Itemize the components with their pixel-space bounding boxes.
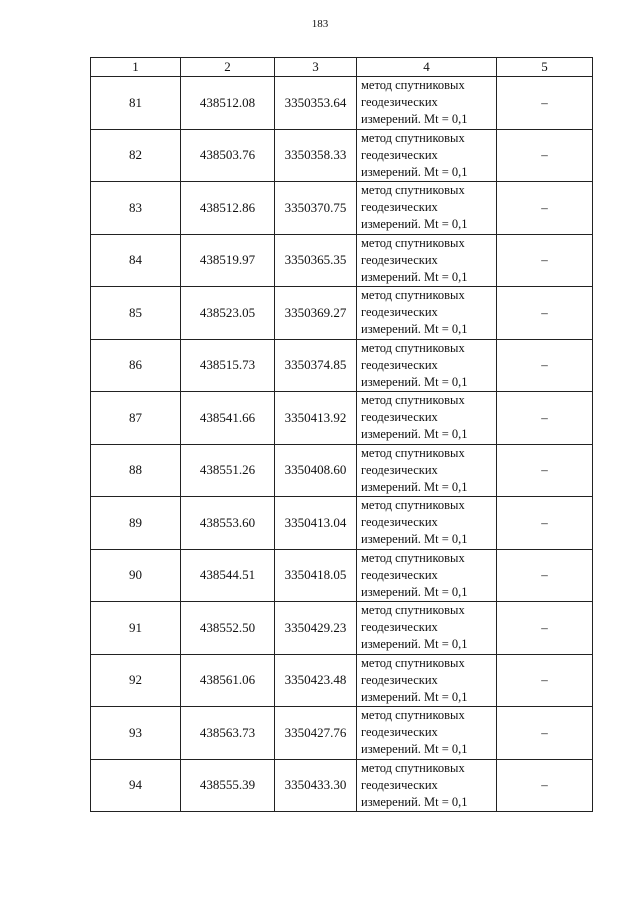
coordinate-y: 3350369.27: [275, 287, 357, 340]
column-header-4: 4: [357, 58, 497, 77]
table-body: [91, 77, 593, 812]
method-line: метод спутниковых: [361, 550, 465, 565]
method-line: геодезических: [361, 305, 438, 320]
method-line: метод спутниковых: [361, 235, 465, 250]
coordinate-y: 3350423.48: [275, 654, 357, 707]
point-number: 90: [91, 549, 181, 602]
method-line: метод спутниковых: [361, 130, 465, 145]
note-cell: –: [497, 549, 593, 602]
coordinate-x: 438552.50: [181, 602, 275, 655]
note-cell: –: [497, 497, 593, 550]
column-header-3: 3: [275, 58, 357, 77]
coordinate-y: 3350429.23: [275, 602, 357, 655]
table-row: [91, 497, 593, 550]
method-line: метод спутниковых: [361, 78, 465, 93]
coordinate-y: 3350413.04: [275, 497, 357, 550]
note-cell: –: [497, 759, 593, 812]
note-cell: –: [497, 129, 593, 182]
table-row: [91, 129, 593, 182]
method-line: измерений. Mt = 0,1: [361, 269, 468, 284]
method-line: геодезических: [361, 462, 438, 477]
method-line: метод спутниковых: [361, 393, 465, 408]
method-line: геодезических: [361, 357, 438, 372]
method-description: [357, 707, 497, 760]
point-number: 83: [91, 182, 181, 235]
table-row: [91, 654, 593, 707]
coordinate-y: 3350408.60: [275, 444, 357, 497]
method-line: метод спутниковых: [361, 183, 465, 198]
method-line: геодезических: [361, 725, 438, 740]
note-cell: –: [497, 707, 593, 760]
note-cell: –: [497, 182, 593, 235]
method-description: [357, 182, 497, 235]
method-description: [357, 549, 497, 602]
table-row: [91, 287, 593, 340]
method-line: метод спутниковых: [361, 655, 465, 670]
point-number: 92: [91, 654, 181, 707]
method-line: геодезических: [361, 95, 438, 110]
note-cell: –: [497, 77, 593, 130]
method-description: [357, 77, 497, 130]
column-header-5: 5: [497, 58, 593, 77]
method-line: геодезических: [361, 567, 438, 582]
coordinate-y: 3350433.30: [275, 759, 357, 812]
method-line: метод спутниковых: [361, 288, 465, 303]
point-number: 93: [91, 707, 181, 760]
point-number: 89: [91, 497, 181, 550]
point-number: 86: [91, 339, 181, 392]
point-number: 84: [91, 234, 181, 287]
table-header-row: [91, 58, 593, 77]
note-cell: –: [497, 287, 593, 340]
coordinate-x: 438551.26: [181, 444, 275, 497]
method-line: метод спутниковых: [361, 498, 465, 513]
method-description: [357, 497, 497, 550]
method-description: [357, 234, 497, 287]
coordinate-x: 438541.66: [181, 392, 275, 445]
method-line: измерений. Mt = 0,1: [361, 532, 468, 547]
method-description: [357, 444, 497, 497]
coordinate-x: 438563.73: [181, 707, 275, 760]
table-row: [91, 339, 593, 392]
coordinates-table: [90, 57, 593, 812]
column-header-1: 1: [91, 58, 181, 77]
method-line: измерений. Mt = 0,1: [361, 217, 468, 232]
method-description: [357, 602, 497, 655]
coordinate-x: 438512.08: [181, 77, 275, 130]
method-line: измерений. Mt = 0,1: [361, 637, 468, 652]
coordinate-x: 438561.06: [181, 654, 275, 707]
method-line: измерений. Mt = 0,1: [361, 164, 468, 179]
coordinate-y: 3350413.92: [275, 392, 357, 445]
method-line: измерений. Mt = 0,1: [361, 427, 468, 442]
method-line: геодезических: [361, 777, 438, 792]
coordinate-y: 3350374.85: [275, 339, 357, 392]
method-line: геодезических: [361, 620, 438, 635]
method-line: измерений. Mt = 0,1: [361, 374, 468, 389]
coordinate-x: 438523.05: [181, 287, 275, 340]
method-line: метод спутниковых: [361, 445, 465, 460]
method-line: измерений. Mt = 0,1: [361, 479, 468, 494]
table-row: [91, 759, 593, 812]
method-line: измерений. Mt = 0,1: [361, 794, 468, 809]
coordinate-x: 438544.51: [181, 549, 275, 602]
table-row: [91, 392, 593, 445]
method-description: [357, 654, 497, 707]
point-number: 87: [91, 392, 181, 445]
method-line: измерений. Mt = 0,1: [361, 322, 468, 337]
table-row: [91, 444, 593, 497]
point-number: 88: [91, 444, 181, 497]
method-line: измерений. Mt = 0,1: [361, 584, 468, 599]
page-number: 183: [311, 18, 329, 30]
method-description: [357, 759, 497, 812]
method-line: метод спутниковых: [361, 760, 465, 775]
coordinate-y: 3350427.76: [275, 707, 357, 760]
table-row: [91, 77, 593, 130]
point-number: 91: [91, 602, 181, 655]
method-line: метод спутниковых: [361, 603, 465, 618]
method-line: геодезических: [361, 515, 438, 530]
coordinate-y: 3350358.33: [275, 129, 357, 182]
table-row: [91, 549, 593, 602]
note-cell: –: [497, 392, 593, 445]
note-cell: –: [497, 654, 593, 707]
note-cell: –: [497, 602, 593, 655]
point-number: 82: [91, 129, 181, 182]
method-description: [357, 287, 497, 340]
coordinate-y: 3350418.05: [275, 549, 357, 602]
note-cell: –: [497, 234, 593, 287]
table-row: [91, 707, 593, 760]
column-header-2: 2: [181, 58, 275, 77]
method-line: геодезических: [361, 410, 438, 425]
coordinate-x: 438555.39: [181, 759, 275, 812]
point-number: 81: [91, 77, 181, 130]
coordinate-x: 438512.86: [181, 182, 275, 235]
coordinate-y: 3350370.75: [275, 182, 357, 235]
method-line: геодезических: [361, 252, 438, 267]
table-row: [91, 602, 593, 655]
method-line: геодезических: [361, 147, 438, 162]
method-line: измерений. Mt = 0,1: [361, 689, 468, 704]
point-number: 94: [91, 759, 181, 812]
method-line: метод спутниковых: [361, 340, 465, 355]
coordinate-x: 438515.73: [181, 339, 275, 392]
note-cell: –: [497, 339, 593, 392]
coordinate-x: 438553.60: [181, 497, 275, 550]
coordinate-y: 3350353.64: [275, 77, 357, 130]
coordinate-x: 438503.76: [181, 129, 275, 182]
method-line: измерений. Mt = 0,1: [361, 742, 468, 757]
table-row: [91, 234, 593, 287]
method-description: [357, 392, 497, 445]
method-line: геодезических: [361, 672, 438, 687]
method-description: [357, 339, 497, 392]
method-description: [357, 129, 497, 182]
method-line: измерений. Mt = 0,1: [361, 112, 468, 127]
method-line: геодезических: [361, 200, 438, 215]
point-number: 85: [91, 287, 181, 340]
coordinate-y: 3350365.35: [275, 234, 357, 287]
note-cell: –: [497, 444, 593, 497]
method-line: метод спутниковых: [361, 708, 465, 723]
table-row: [91, 182, 593, 235]
coordinate-x: 438519.97: [181, 234, 275, 287]
